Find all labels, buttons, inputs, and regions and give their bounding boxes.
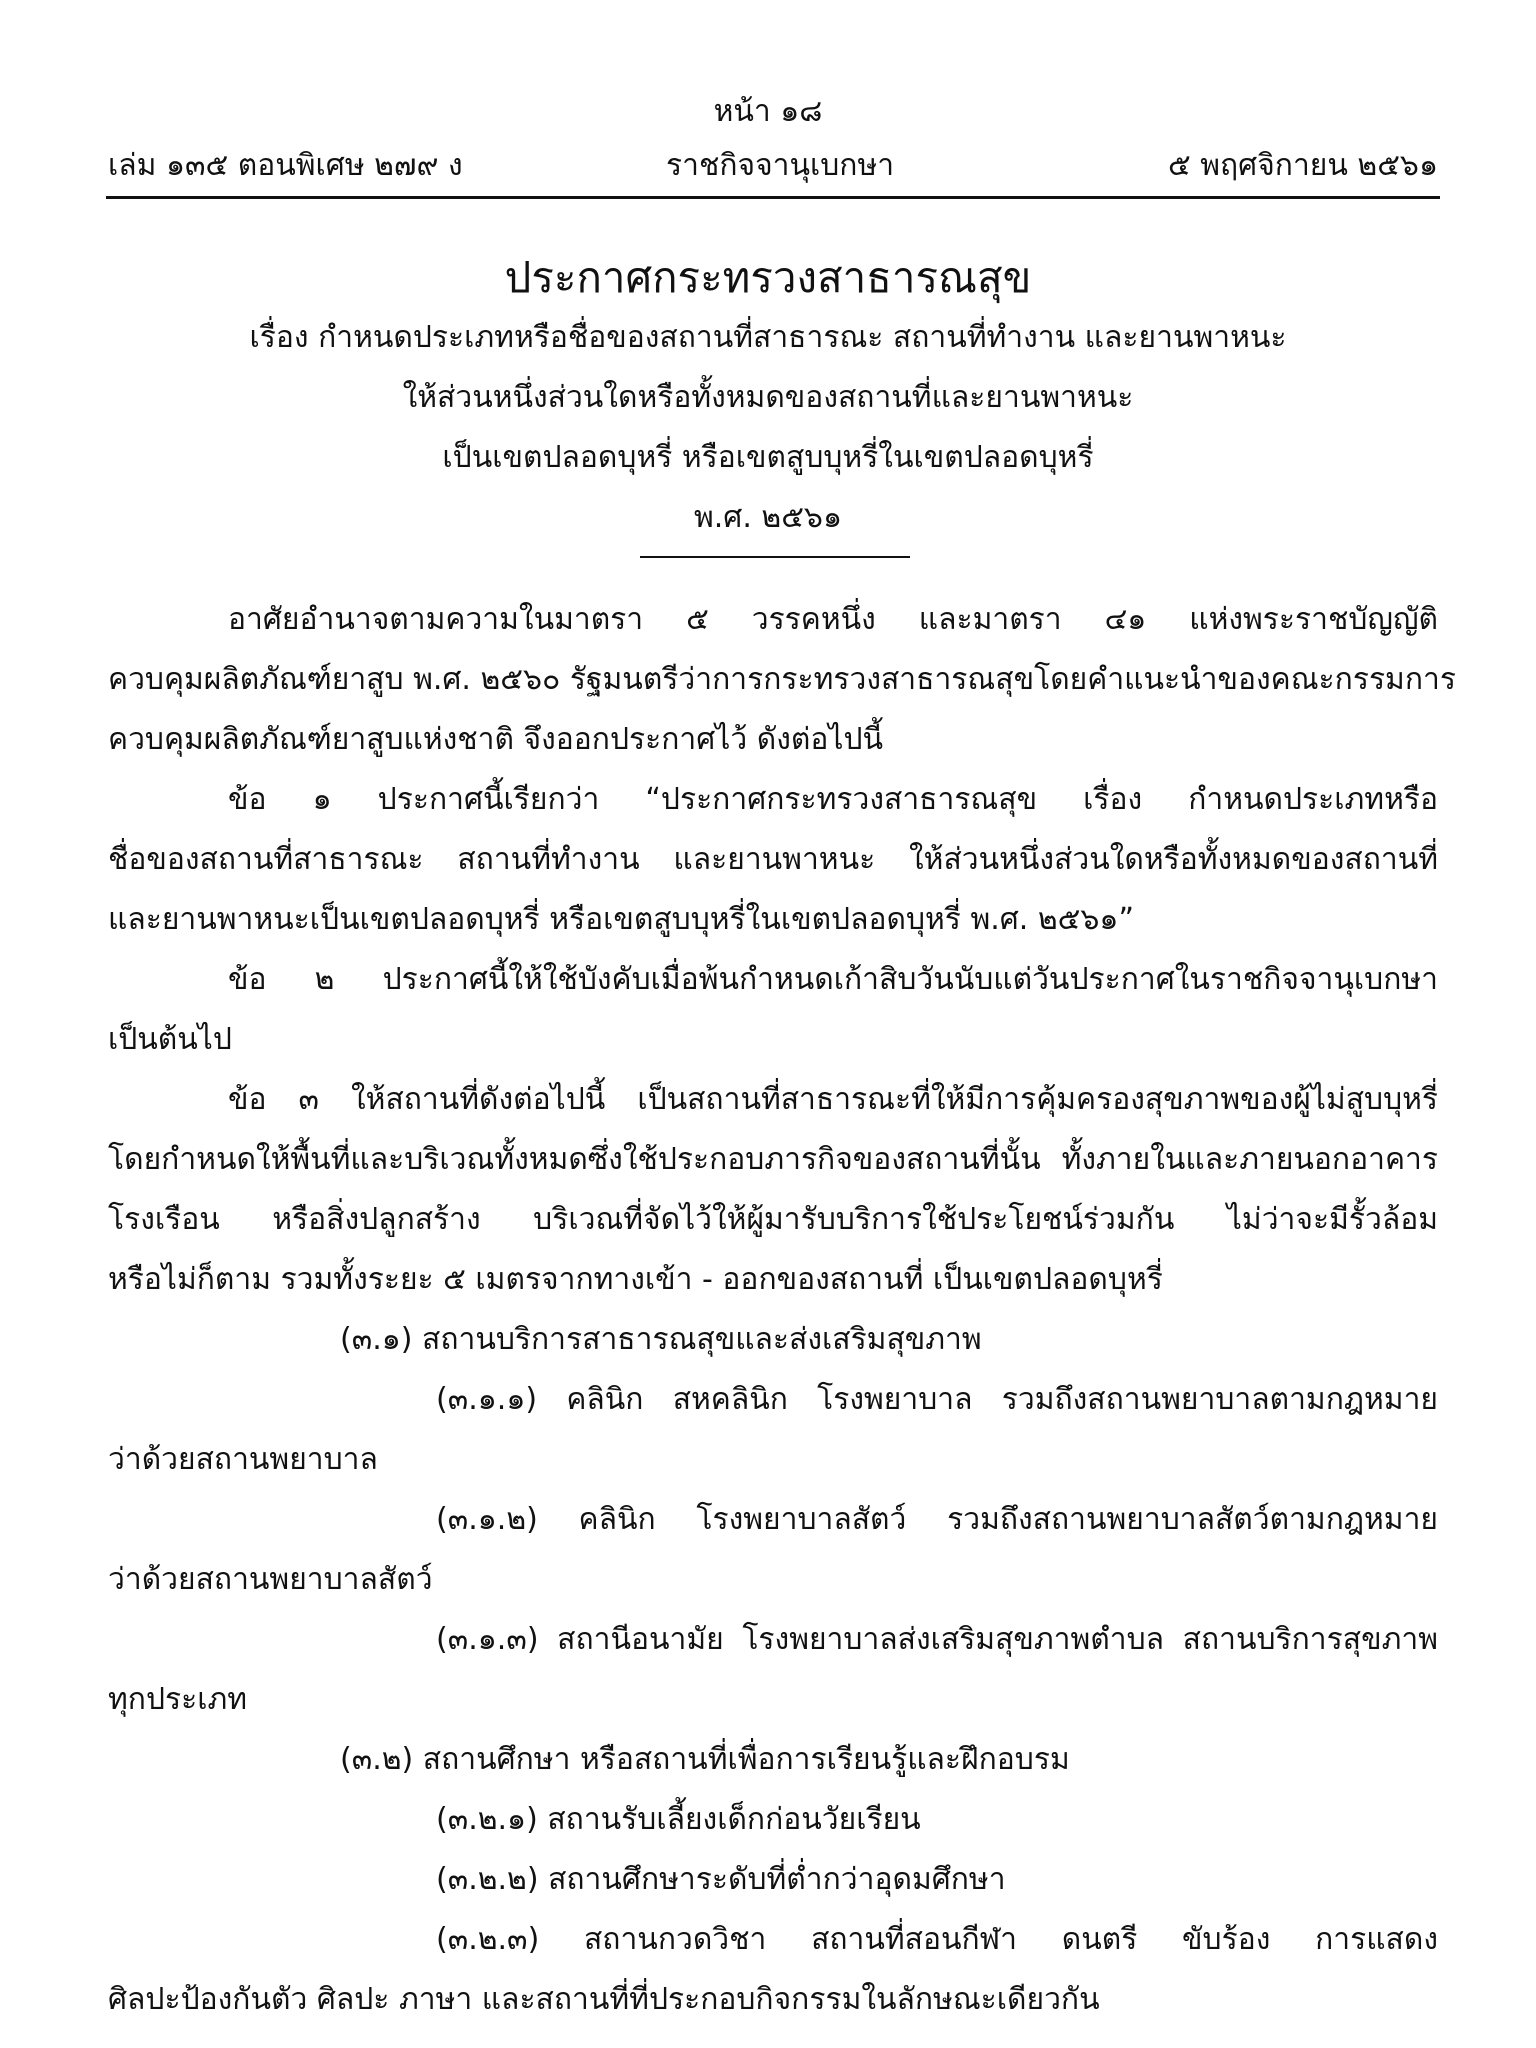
section-3-1: (๓.๑) สถานบริการสาธารณสุขและส่งเสริมสุขภาพ xyxy=(340,1322,982,1357)
item-3-2-1: (๓.๒.๑) สถานรับเลี้ยงเด็กก่อนวัยเรียน xyxy=(436,1802,921,1837)
subject-line-1: เรื่อง กำหนดประเภทหรือชื่อของสถานที่สาธารณะ สถานที่ทำงาน และยานพาหนะ xyxy=(249,320,1287,355)
item-3-2-2: (๓.๒.๒) สถานศึกษาระดับที่ต่ำกว่าอุดมศึกษา xyxy=(436,1862,1006,1897)
clause-3-line-4: หรือไม่ก็ตาม รวมทั้งระยะ ๕ เมตรจากทางเข้า - ออกของสถานที่ เป็นเขตปลอดบุหรี่ xyxy=(108,1262,1163,1297)
clause-1-line-2: ชื่อของสถานที่สาธารณะ สถานที่ทำงาน และยานพาหนะ ให้ส่วนหนึ่งส่วนใดหรือทั้งหมดของสถานที่ xyxy=(108,842,1438,877)
clause-1-line-3: และยานพาหนะเป็นเขตปลอดบุหรี่ หรือเขตสูบบุหรี่ในเขตปลอดบุหรี่ พ.ศ. ๒๕๖๑” xyxy=(108,902,1134,937)
item-3-2-3-line-2: ศิลปะป้องกันตัว ศิลปะ ภาษา และสถานที่ที่ประกอบกิจกรรมในลักษณะเดียวกัน xyxy=(108,1982,1100,2017)
header-rule xyxy=(106,196,1440,199)
item-3-2-3-line-1: (๓.๒.๓) สถานกวดวิชา สถานที่สอนกีฬา ดนตรี ขับร้อง การแสดง xyxy=(436,1922,1438,1957)
clause-1-line-1: ข้อ ๑ ประกาศนี้เรียกว่า “ประกาศกระทรวงสาธารณสุข เรื่อง กำหนดประเภทหรือ xyxy=(228,782,1438,817)
announcement-title: ประกาศกระทรวงสาธารณสุข xyxy=(504,253,1032,302)
clause-3-line-2: โดยกำหนดให้พื้นที่และบริเวณทั้งหมดซึ่งใช้ประกอบภารกิจของสถานที่นั้น ทั้งภายในและภายนอกอาคาร xyxy=(108,1142,1438,1177)
preamble-line-3: ควบคุมผลิตภัณฑ์ยาสูบแห่งชาติ จึงออกประกาศไว้ ดังต่อไปนี้ xyxy=(108,722,884,757)
item-3-1-1-line-1: (๓.๑.๑) คลินิก สหคลินิก โรงพยาบาล รวมถึงสถานพยาบาลตามกฎหมาย xyxy=(436,1382,1438,1417)
item-3-1-1-line-2: ว่าด้วยสถานพยาบาล xyxy=(108,1442,378,1477)
page-number: หน้า ๑๘ xyxy=(713,94,823,129)
item-3-1-3-line-1: (๓.๑.๓) สถานีอนามัย โรงพยาบาลส่งเสริมสุขภาพตำบล สถานบริการสุขภาพ xyxy=(436,1622,1438,1657)
clause-3-line-3: โรงเรือน หรือสิ่งปลูกสร้าง บริเวณที่จัดไว้ให้ผู้มารับบริการใช้ประโยชน์ร่วมกัน ไม่ว่าจะมีรั้วล้อม xyxy=(108,1202,1438,1237)
subject-line-3: เป็นเขตปลอดบุหรี่ หรือเขตสูบบุหรี่ในเขตปลอดบุหรี่ xyxy=(442,440,1094,475)
title-year: พ.ศ. ๒๕๖๑ xyxy=(694,500,842,535)
item-3-1-2-line-1: (๓.๑.๒) คลินิก โรงพยาบาลสัตว์ รวมถึงสถานพยาบาลสัตว์ตามกฎหมาย xyxy=(436,1502,1438,1537)
item-3-1-3-line-2: ทุกประเภท xyxy=(108,1682,248,1717)
clause-3-line-1: ข้อ ๓ ให้สถานที่ดังต่อไปนี้ เป็นสถานที่สาธารณะที่ให้มีการคุ้มครองสุขภาพของผู้ไม่สูบบุหรี่ xyxy=(228,1082,1438,1117)
gazette-name: ราชกิจจานุเบกษา xyxy=(666,148,895,183)
clause-2-line-2: เป็นต้นไป xyxy=(108,1022,232,1057)
subject-line-2: ให้ส่วนหนึ่งส่วนใดหรือทั้งหมดของสถานที่และยานพาหนะ xyxy=(402,380,1134,415)
volume-info: เล่ม ๑๓๕ ตอนพิเศษ ๒๗๙ ง xyxy=(108,148,463,183)
clause-2-line-1: ข้อ ๒ ประกาศนี้ให้ใช้บังคับเมื่อพ้นกำหนดเก้าสิบวันนับแต่วันประกาศในราชกิจจานุเบกษา xyxy=(228,962,1438,997)
title-rule xyxy=(640,556,910,558)
issue-date: ๕ พฤศจิกายน ๒๕๖๑ xyxy=(1168,148,1438,183)
section-3-2: (๓.๒) สถานศึกษา หรือสถานที่เพื่อการเรียนรู้และฝึกอบรม xyxy=(340,1742,1070,1777)
item-3-1-2-line-2: ว่าด้วยสถานพยาบาลสัตว์ xyxy=(108,1562,433,1597)
preamble-line-1: อาศัยอำนาจตามความในมาตรา ๕ วรรคหนึ่ง และมาตรา ๔๑ แห่งพระราชบัญญัติ xyxy=(228,602,1438,637)
preamble-line-2: ควบคุมผลิตภัณฑ์ยาสูบ พ.ศ. ๒๕๖๐ รัฐมนตรีว่าการกระทรวงสาธารณสุขโดยคำแนะนำของคณะกรรมการ xyxy=(108,662,1456,697)
